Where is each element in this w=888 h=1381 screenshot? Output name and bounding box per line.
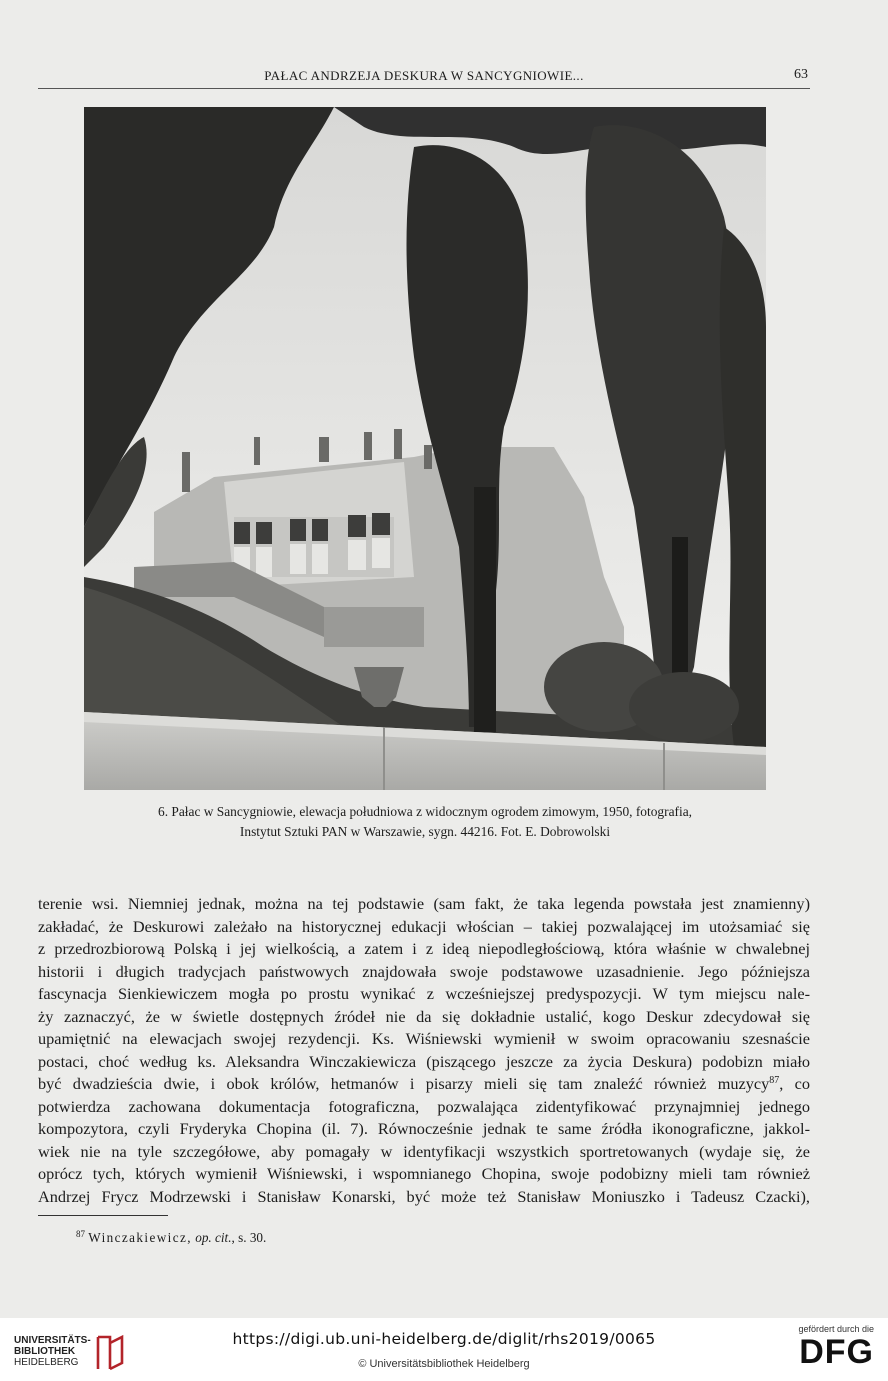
footnote-work: op. cit. [195, 1230, 232, 1245]
footnote-number: 87 [76, 1229, 85, 1239]
library-line-3: HEIDELBERG [14, 1357, 79, 1368]
footnote-divider [38, 1215, 168, 1216]
permalink-url[interactable]: https://digi.ub.uni-heidelberg.de/diglit/rhs2019/0065 [232, 1330, 656, 1348]
palace-photograph [84, 107, 766, 790]
body-line-1: terenie wsi. Niemniej jednak, można na tej podstawie (sam fakt, że taka legenda powstała jest znamienny) [38, 894, 810, 913]
page-number: 63 [794, 67, 808, 82]
footnote-page: , s. 30. [231, 1230, 267, 1245]
body-line-6: ży zaznaczyć, że w świetle dostępnych źródeł nie da się dokładnie ustalić, kogo Deskur zdecydował się [38, 1006, 810, 1026]
funder-name: DFG [799, 1333, 874, 1371]
footnote-reference[interactable]: 87 [769, 1075, 780, 1086]
body-line-12: wiek nie na tyle szczegółowe, aby pomagały w identyfikacji wszystkich sportretowanych (wydaje się, że [38, 1141, 810, 1161]
body-line-3: z przedrozbiorową Polską i jej wielkością, a zatem i z ideą niepodległościową, która właśnie w chwalebnej [38, 939, 810, 958]
body-line-9-tail: , co [779, 1074, 810, 1093]
body-line-10: potwierdza zachowana dokumentacja fotograficzna, pozwalająca zidentyfikować przynajmniej jednego [38, 1096, 810, 1116]
library-line-1: UNIVERSITÄTS- [14, 1335, 91, 1346]
body-line-11: kompozytora, czyli Fryderyka Chopina (il. 7). Równocześnie jednak te same źródła ikonograficzne, jakkol- [38, 1119, 810, 1138]
library-line-2: BIBLIOTHEK [14, 1346, 76, 1357]
footnote [76, 1229, 266, 1246]
funding-note: gefördert durch die [798, 1324, 874, 1334]
body-line-4: historii i długich tradycjach państwowych znajdowała swoje podstawowe uzasadnienie. Jego późniejsza [38, 961, 810, 981]
body-paragraph [38, 893, 810, 1208]
palace-photo-illustration [84, 107, 766, 790]
body-line-8: postaci, choć według ks. Aleksandra Winczakiewicza (piszącego jeszcze za życia Deskura) podobizn miało [38, 1051, 810, 1071]
figure-caption [40, 802, 810, 842]
caption-line-1: 6. Pałac w Sancygniowie, elewacja południowa z widocznym ogrodem zimowym, 1950, fotografia, [158, 804, 692, 819]
body-line-9-text: być dwadzieścia dwie, i obok królów, hetmanów i pisarzy mieli się tam znaleźć również muzycy [38, 1074, 770, 1093]
body-line-2: zakładać, że Deskurowi zależało na historycznej edukacji włościan – takiej pozwalającej im utożsamiać się [38, 916, 810, 936]
viewer-footer [0, 1318, 888, 1381]
body-line-7: upamiętnić na elewacjach swojej rezydencji. Ks. Wiśniewski wymienił w swoim opracowaniu szesnaście [38, 1029, 810, 1048]
body-line-5: fascynacja Sienkiewiczem mogła po prostu wynikać z wcześniejszej predyspozycji. W tym miejscu nale- [38, 984, 810, 1003]
body-line-9 [38, 1073, 810, 1096]
caption-line-2: Instytut Sztuki PAN w Warszawie, sygn. 44216. Fot. E. Dobrowolski [239, 824, 611, 839]
running-title: PAŁAC ANDRZEJA DESKURA W SANCYGNIOWIE... [264, 68, 584, 83]
running-head [38, 66, 810, 89]
body-line-13: oprócz tych, których wymienił Wiśniewski, i wspomnianego Chopina, swoje podobizny mieli tam również [38, 1164, 810, 1183]
footnote-author: Winczakiewicz, [88, 1230, 192, 1245]
dfg-logo[interactable] [784, 1324, 874, 1370]
copyright-notice: © Universitätsbibliothek Heidelberg [358, 1358, 530, 1370]
body-line-14: Andrzej Frycz Modrzewski i Stanisław Konarski, być może też Stanisław Moniuszko i Tadeusz Czacki), [38, 1186, 810, 1206]
